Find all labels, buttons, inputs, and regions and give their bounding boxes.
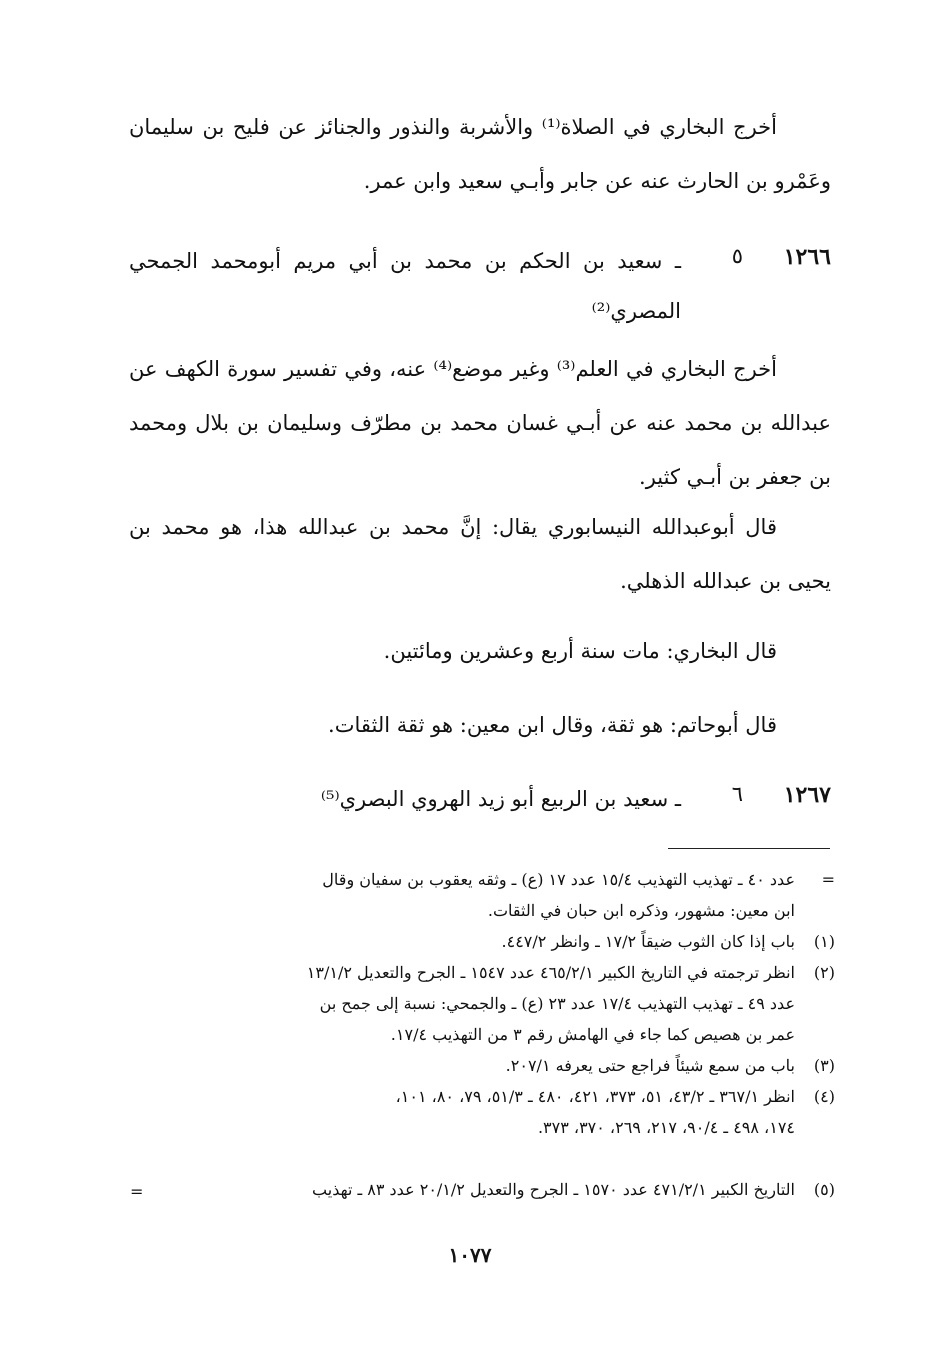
footnote-line: عمر بن هصيص كما جاء في الهامش رقم ٣ من التهذيب ١٧/٤. <box>390 1025 795 1044</box>
footnote-line: باب إذا كان الثوب ضيقاً ١٧/٢ ـ وانظر ٤٤٧/٢. <box>501 932 795 951</box>
footnote-2 <box>129 957 835 1050</box>
paragraph-abu-hatim: قال أبوحاتم: هو ثقة، وقال ابن معين: هو ثقة الثقات. <box>328 713 777 737</box>
entry-number-1266: ١٢٦٦ <box>783 244 831 270</box>
footnote-line: انظر ترجمته في التاريخ الكبير ٤٦٥/٢/١ عدد ١٥٤٧ ـ الجرح والتعديل ١٣/١/٢ <box>306 963 795 982</box>
footnote-line: ابن معين: مشهور، وذكره ابن حبان في الثقات. <box>487 901 795 920</box>
footnote-line: عدد ٤٠ ـ تهذيب التهذيب ١٥/٤ عدد ١٧ (ع) ـ وثقه يعقوب بن سفيان وقال <box>322 870 795 889</box>
footnote-marker: = <box>821 870 835 889</box>
footnote-separator <box>668 848 830 849</box>
footnote-line: باب من سمع شيئاً فراجع حتى يعرفه ٢٠٧/١. <box>505 1056 795 1075</box>
footnote-line: عدد ٤٩ ـ تهذيب التهذيب ١٧/٤ عدد ٢٣ (ع) ـ والجمحي: نسبة إلى جمح بن <box>319 994 795 1013</box>
footnote-line: ١٧٤، ٤٩٨ ـ ٩٠/٤، ٢١٧، ٢٦٩، ٣٧٠، ٣٧٣. <box>537 1118 795 1137</box>
footnote-line: انظر ٣٦٧/١ ـ ٤٣/٢، ٥١، ٣٧٣، ٤٢١، ٤٨٠ ـ ٥١/٣، ٧٩، ٨٠، ١٠١، <box>395 1087 795 1106</box>
paragraph-bukhari-ilm: أخرج البخاري في العلم⁽³⁾ وغير موضع⁽⁴⁾ عنه، وفي تفسير سورة الكهف عن عبدالله بن محمد عنه عن أبـي غسان محمد بن مطرّف وسليمان بن بلال ومحمد بن جعفر بن أبـي كثير. <box>129 357 831 489</box>
footnote-marker: (٤) <box>813 1087 835 1106</box>
entry-seq-6: ٦ <box>731 782 743 806</box>
footnote-3 <box>129 1050 835 1081</box>
paragraph-bukhari-salat: أخرج البخاري في الصلاة⁽¹⁾ والأشربة والنذور والجنائز عن فليح بن سليمان وعَمْرو بن الحارث عنه عن جابر وأبـي سعيد وابن عمر. <box>129 115 831 193</box>
footnote-marker: (٣) <box>813 1056 835 1075</box>
entry-title-1266: ـ سعيد بن الحكم بن محمد بن أبي مريم أبومحمد الجمحي المصري⁽²⁾ <box>129 249 681 323</box>
entry-title-1267: ـ سعيد بن الربيع أبو زيد الهروي البصري⁽⁵⁾ <box>320 787 681 811</box>
page-number: ١٠٧٧ <box>448 1243 492 1267</box>
footnote-continues-marker: = <box>130 1182 144 1201</box>
entry-seq-5: ٥ <box>731 244 743 268</box>
entry-number-1267: ١٢٦٧ <box>783 782 831 808</box>
paragraph-death-year: قال البخاري: مات سنة أربع وعشرين ومائتين. <box>383 639 777 663</box>
footnote-line: التاريخ الكبير ٤٧١/٢/١ عدد ١٥٧٠ ـ الجرح والتعديل ٢٠/١/٢ عدد ٨٣ ـ تهذيب <box>312 1180 795 1199</box>
footnote-continuation <box>129 864 835 926</box>
footnote-marker: (٢) <box>813 963 835 982</box>
footnote-4 <box>129 1081 835 1143</box>
paragraph-naysaburi: قال أبوعبدالله النيسابوري يقال: إنَّ محمد بن عبدالله هذا، هو محمد بن يحيى بن عبدالله الذهلي. <box>129 515 831 593</box>
footnote-5 <box>129 1174 835 1205</box>
footnote-marker: (١) <box>813 932 835 951</box>
footnote-1 <box>129 926 835 957</box>
footnote-marker: (٥) <box>813 1180 835 1199</box>
